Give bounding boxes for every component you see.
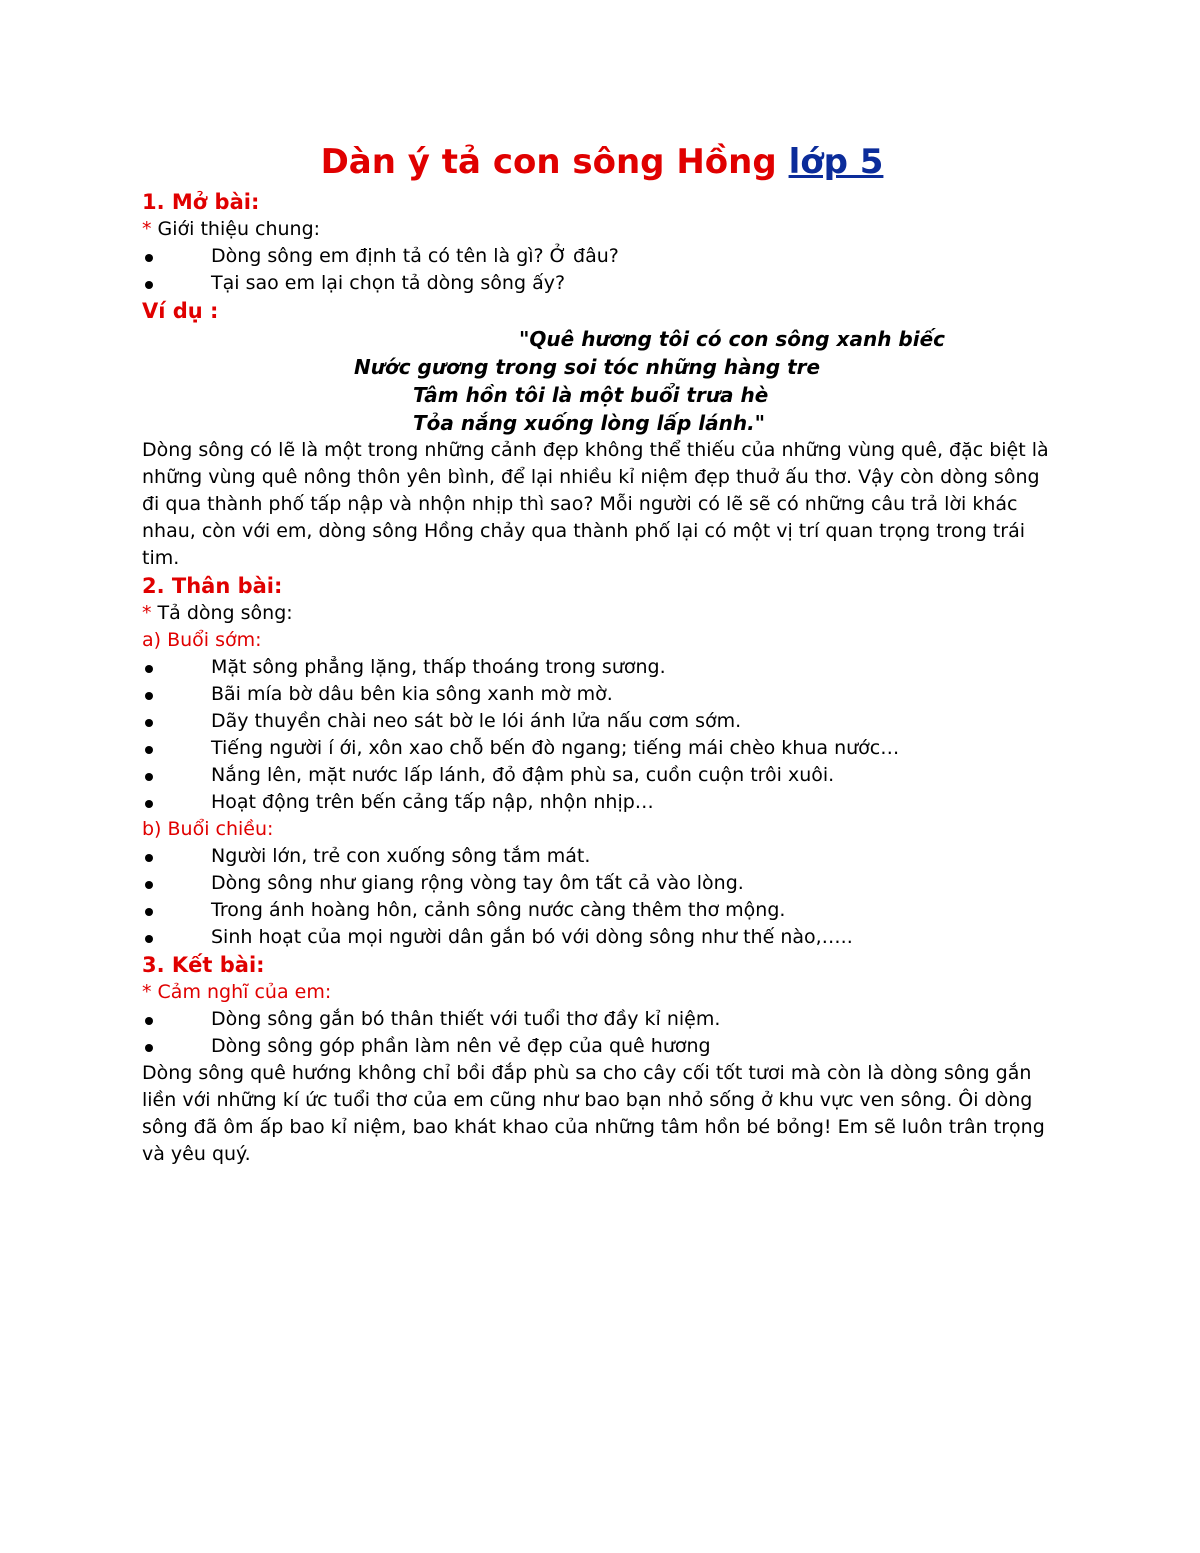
list-item [142,735,1062,762]
afternoon-label: b) Buổi chiều: [142,818,274,840]
bullet-icon [145,773,153,781]
bullet-icon [145,665,153,673]
list-item-text: Người lớn, trẻ con xuống sông tắm mát. [211,845,591,867]
list-item-text: Nắng lên, mặt nước lấp lánh, đỏ đậm phù sa, cuồn cuộn trôi xuôi. [211,764,835,786]
bullet-icon [145,719,153,727]
bullet-icon [145,935,153,943]
list-item-text: Dòng sông như giang rộng vòng tay ôm tất cả vào lòng. [211,872,744,894]
afternoon-bullet-list [142,843,1062,951]
list-item-text: Dòng sông em định tả có tên là gì? Ở đâu? [211,245,619,267]
bullet-icon [145,1044,153,1052]
list-item-text: Hoạt động trên bến cảng tấp nập, nhộn nhịp… [211,791,654,813]
morning-label: a) Buổi sớm: [142,629,262,651]
title-link[interactable]: lớp 5 [788,142,884,182]
list-item [142,870,1062,897]
star-marker: * [142,602,152,624]
list-item-text: Dòng sông gắn bó thân thiết với tuổi thơ đầy kỉ niệm. [211,1008,721,1030]
list-item-text: Tiếng người í ới, xôn xao chỗ bến đò ngang; tiếng mái chèo khua nước… [211,737,900,759]
list-item [142,708,1062,735]
than-bai-intro [142,600,1062,627]
list-item [142,1033,1062,1060]
mo-bai-intro [142,216,1062,243]
bullet-icon [145,254,153,262]
list-item [142,924,1062,951]
bullet-icon [145,908,153,916]
page-title [142,138,1062,186]
bullet-icon [145,1017,153,1025]
list-item-text: Mặt sông phẳng lặng, thấp thoáng trong sương. [211,656,666,678]
ket-bai-intro: * Cảm nghĩ của em: [142,981,332,1003]
list-item [142,762,1062,789]
ket-bai-paragraph: Dòng sông quê hướng không chỉ bồi đắp phù sa cho cây cối tốt tươi mà còn là dòng sông gắn liền với những kí ức tuổi thơ của em cũng như bao bạn nhỏ sống ở khu vực ven sông. Ôi dòng sông đã ôm ấp bao kỉ niệm, bao khát khao của những tâm hồn bé bỏng! Em sẽ luôn trân trọng và yêu quý. [142,1062,1045,1165]
bullet-icon [145,692,153,700]
poem-quote [142,325,1062,437]
mo-bai-paragraph: Dòng sông có lẽ là một trong những cảnh đẹp không thể thiếu của những vùng quê, đặc biệt là những vùng quê nông thôn yên bình, để lại nhiều kỉ niệm đẹp thuở ấu thơ. Vậy còn dòng sông đi qua thành phố tấp nập và nhộn nhịp thì sao? Mỗi người có lẽ sẽ có những câu trả lời khác nhau, còn với em, dòng sông Hồng chảy qua thành phố lại có một vị trí quan trọng trong trái tim. [142,439,1049,569]
document-page [142,138,1062,1168]
bullet-icon [145,800,153,808]
section-heading-ket-bai: 3. Kết bài: [142,953,265,977]
list-item [142,897,1062,924]
mo-bai-bullet-list [142,243,1062,297]
poem-line: Tỏa nắng xuống lòng lấp lánh." [413,411,766,435]
poem-line: Nước gương trong soi tóc những hàng tre [354,355,821,379]
ket-bai-bullet-list [142,1006,1062,1060]
list-item [142,270,1062,297]
list-item [142,243,1062,270]
list-item-text: Tại sao em lại chọn tả dòng sông ấy? [211,272,566,294]
example-heading: Ví dụ : [142,299,219,323]
poem-line: Tâm hồn tôi là một buổi trưa hè [413,383,769,407]
than-bai-intro-text: Tả dòng sông: [151,602,293,624]
bullet-icon [145,281,153,289]
morning-bullet-list [142,654,1062,816]
list-item-text: Dãy thuyền chài neo sát bờ le lói ánh lửa nấu cơm sớm. [211,710,742,732]
bullet-icon [145,854,153,862]
bullet-icon [145,881,153,889]
list-item [142,654,1062,681]
list-item [142,681,1062,708]
list-item [142,789,1062,816]
list-item [142,843,1062,870]
mo-bai-intro-text: Giới thiệu chung: [151,218,321,240]
star-marker: * [142,218,152,240]
poem-line: "Quê hương tôi có con sông xanh biếc [519,327,945,351]
section-heading-mo-bai: 1. Mở bài: [142,190,260,214]
list-item-text: Sinh hoạt của mọi người dân gắn bó với dòng sông như thế nào,….. [211,926,853,948]
list-item [142,1006,1062,1033]
list-item-text: Dòng sông góp phần làm nên vẻ đẹp của quê hương [211,1035,711,1057]
title-text: Dàn ý tả con sông Hồng [320,142,777,182]
section-heading-than-bai: 2. Thân bài: [142,574,283,598]
bullet-icon [145,746,153,754]
list-item-text: Bãi mía bờ dâu bên kia sông xanh mờ mờ. [211,683,613,705]
list-item-text: Trong ánh hoàng hôn, cảnh sông nước càng thêm thơ mộng. [211,899,786,921]
